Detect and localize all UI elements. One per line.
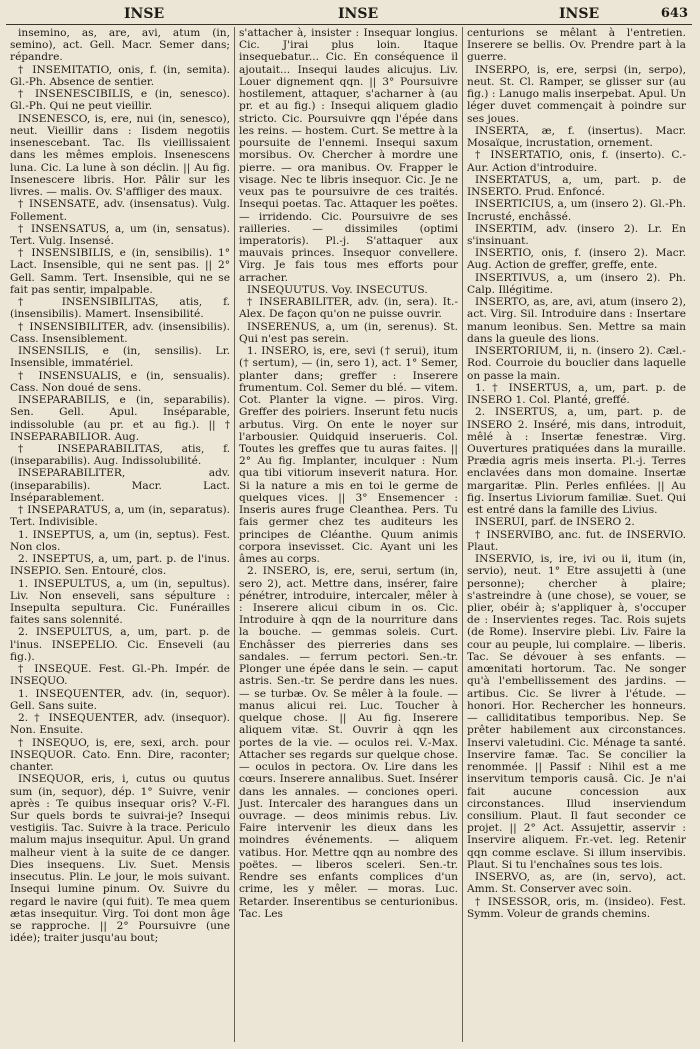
- running-header: [6, 4, 692, 24]
- dictionary-entry: † INSEQUO, is, ere, sexi, arch. pour INSEQUOR. Cato. Enn. Dire, raconter; chanter.: [10, 736, 230, 774]
- dictionary-entry: centurions se mêlant à l'entretien. Inserere se bellis. Ov. Prendre part à la guerre.: [467, 27, 686, 64]
- header-left-guideword: INSE: [124, 6, 165, 22]
- header-center-guideword: INSE: [338, 6, 379, 22]
- dictionary-entry: † INSERVIBO, anc. fut. de INSERVIO. Plaut.: [467, 528, 686, 553]
- dictionary-entry: insemino, as, are, avi, atum (in, semino), act. Gell. Macr. Semer dans; répandre.: [10, 27, 230, 64]
- dictionary-entry: INSERTA, æ, f. (insertus). Macr. Mosaïque, incrustation, ornement.: [467, 124, 686, 150]
- dictionary-entry: † INSERTATIO, onis, f. (inserto). C.-Aur. Action d'introduire.: [467, 149, 686, 174]
- dictionary-entry: INSEQUUTUS. Voy. INSECUTUS.: [247, 283, 428, 296]
- dictionary-entry: 2. INSEPTUS, a, um, part. p. de l'inus. INSEPIO. Sen. Entouré, clos.: [10, 553, 230, 578]
- header-rule: [6, 24, 692, 25]
- dictionary-entry: 1. INSEPULTUS, a, um (in, sepultus). Liv. Non enseveli, sans sépulture : Insepulta sepultura. Cic. Funérailles faites sans solennité.: [10, 577, 230, 627]
- dictionary-entry: † INSENSUALIS, e (in, sensualis). Cass. Non doué de sens.: [10, 369, 230, 394]
- columns: [6, 27, 692, 1042]
- dictionary-entry: INSERTICIUS, a, um (insero 2). Gl.-Ph. Incrusté, enchâssé.: [467, 198, 686, 223]
- dictionary-entry: INSERTIVUS, a, um (insero 2). Ph. Calp. Illégitime.: [467, 271, 686, 296]
- dictionary-entry: INSERTIM, adv. (insero 2). Lr. En s'insinuant.: [467, 222, 686, 247]
- dictionary-entry: INSEPARABILIS, e (in, separabilis). Sen. Gell. Apul. Inséparable, indissoluble (au pr. et au fig.). || † INSEPARABILIOR. Aug.: [10, 394, 230, 443]
- dictionary-entry: INSERVIO, is, ire, ivi ou ii, itum (in, servio), neut. 1° Etre assujetti à (une personne); chercher à plaire; s'astreindre à (une chose), se vouer, se plier, obéir à; s'appliquer à, s'occuper de : Inservientes reges. Tac. Rois sujets (de Rome). Inservire plebi. Liv. Faire la cour au peuple, lui complaire. — liberis. Tac. Se dévouer à ses enfants. — amœnitati hortorum. Tac. Ne songer qu'à l'embellissement des jardins. — artibus. Cic. Se livrer à l'étude. — honori. Hor. Rechercher les honneurs. — calliditatibus temporibus. Nep. Se prêter habilement aux circonstances. Inservi valetudini. Cic. Ménage ta santé. Inservire famæ. Tac. Se concilier la renommée. || Passif : Nihil est a me inservitum temporis causâ. Cic. Je n'ai fait aucune concession aux circonstances. Illud inserviendum consilium. Plaut. Il faut seconder ce projet. || 2° Act. Assujettir, asservir : Inservire aliquem. Fr.-vet. leg. Retenir qqn comme esclave. Si illum inservibis. Plaut. Si tu l'enchaînes sous tes lois.: [467, 553, 686, 871]
- header-right-guideword: INSE: [559, 6, 600, 22]
- dictionary-entry: INSERUI, parf. de INSERO 2.: [475, 516, 635, 529]
- dictionary-entry: 2. † INSEQUENTER, adv. (insequor). Non. Ensuite.: [10, 712, 230, 737]
- dictionary-entry: INSENESCO, is, ere, nui (in, senesco), neut. Vieillir dans : Iisdem negotiis insenescebant. Tac. Ils vieillissaient dans les mêmes emplois. Insenescens luna. Cic. La lune à son déclin. || Au fig. Insenescere libris. Hor. Pâlir sur les livres. — malis. Ov. S'affliger des maux.: [10, 112, 230, 199]
- dictionary-entry: † INSENSATUS, a, um (in, sensatus). Tert. Vulg. Insensé.: [10, 222, 230, 247]
- dictionary-entry: INSERTORIUM, ii, n. (insero 2). Cæl.-Rod. Courroie du bouclier dans laquelle on passe la main.: [467, 345, 686, 382]
- dictionary-entry: INSEQUOR, eris, i, cutus ou quutus sum (in, sequor), dép. 1° Suivre, venir après : Te quibus insequar oris? V.-Fl. Sur quels bords te suivrai-je? Insequi vestigiis. Tac. Suivre à la trace. Periculo malum majus insequitur. Apul. Un grand malheur vient à la suite de ce danger. Dies insequens. Liv. Suet. Mensis insecutus. Plin. Le jour, le mois suivant. Insequi lumine pinum. Ov. Suivre du regard le navire (qui fuit). Te mea quem ætas insequitur. Virg. Toi dont mon âge se rapproche. || 2° Poursuivre (une idée); traiter jusqu'au bout;: [10, 773, 230, 945]
- dictionary-entry: INSERTATUS, a, um, part. p. de INSERTO. Prud. Enfoncé.: [467, 173, 686, 199]
- dictionary-entry: INSERTO, as, are, avi, atum (insero 2), act. Virg. Sil. Introduire dans : Insertare manum leonibus. Sen. Mettre sa main dans la gueule des lions.: [467, 296, 686, 345]
- dictionary-entry: † INSEPARATUS, a, um (in, separatus). Tert. Indivisible.: [10, 504, 230, 529]
- dictionary-entry: INSENSILIS, e (in, sensilis). Lr. Insensible, immatériel.: [10, 345, 230, 370]
- dictionary-entry: INSERPO, is, ere, serpsi (in, serpo), neut. St. Cl. Ramper, se glisser sur (au fig.) : Lanugo malis inserpebat. Apul. Un léger duvet commençait à poindre sur ses joues.: [467, 63, 686, 125]
- dictionary-entry: 1. INSEPTUS, a, um (in, septus). Fest. Non clos.: [10, 528, 230, 553]
- dictionary-entry: † INSENSIBILITER, adv. (insensibilis). Cass. Insensiblement.: [10, 320, 230, 345]
- dictionary-entry: INSERENUS, a, um (in, serenus). St. Qui n'est pas serein.: [239, 320, 458, 345]
- dictionary-entry: † INSESSOR, oris, m. (insideo). Fest. Symm. Voleur de grands chemins.: [467, 895, 686, 920]
- dictionary-entry: 1. INSERO, is, ere, sevi († serui), itum († sertum), — (in, sero 1), act. 1° Semer, planter dans; greffer : Inserere frumentum. Col. Semer du blé. — vitem. Cot. Planter la vigne. — piros. Virg. Greffer des poiriers. Inserunt fetu nucis arbutus. Virg. On ente le noyer sur l'arbousier. Quidquid inserueris. Col. Toutes les greffes que tu auras faites. || 2° Au fig. Implanter, inculquer : Num qua tibi vitiorum inseverit natura. Hor. Si la nature a mis en toi le germe de quelques vices. || 3° Ensemencer : Inseris aures fruge Cleanthea. Pers. Tu fais germer chez tes auditeurs les principes de Cléanthe. Quum animis corpora insevisset. Cic. Ayant uni les âmes au corps.: [239, 345, 458, 566]
- dictionary-entry: † INSENSATE, adv. (insensatus). Vulg. Follement.: [10, 198, 230, 223]
- column-middle: [234, 27, 462, 1042]
- page-number: 643: [660, 6, 688, 21]
- dictionary-entry: s'attacher à, insister : Insequar longius. Cic. J'irai plus loin. Itaque insequebatur... Cic. En conséquence il ajoutait... Insequi laudes alicujus. Liv. Louer dignement qqn. || 3° Poursuivre hostilement, attaquer, s'acharner à (au pr. et au fig.) : Insequi aliquem gladio stricto. Cic. Poursuivre qqn l'épée dans les reins. — hostem. Curt. Se mettre à la poursuite de l'ennemi. Insequi saxum morsibus. Ov. Chercher à mordre une pierre. — ora manibus. Ov. Frapper le visage. Nec te libris insequor. Cic. Je ne veux pas te poursuivre de ces traités. Insequi poetas. Tac. Attaquer les poëtes. — irridendo. Cic. Poursuivre de ses railleries. — dissimiles (optimi imperatoris). Pl.-j. S'attaquer aux mauvais princes. Insequor convellere. Virg. Je fais tous mes efforts pour arracher.: [239, 27, 458, 284]
- dictionary-entry: 1. † INSERTUS, a, um, part. p. de INSERO 1. Col. Planté, greffé.: [467, 381, 686, 407]
- dictionary-entry: † INSEQUE. Fest. Gl.-Ph. Impér. de INSEQUO.: [10, 663, 230, 688]
- dictionary-entry: † INSEPARABILITAS, atis, f. (inseparabilis). Aug. Indissolubilité.: [10, 442, 230, 468]
- dictionary-entry: INSERTIO, onis, f. (insero 2). Macr. Aug. Action de greffer, greffe, ente.: [467, 247, 686, 272]
- dictionary-entry: † INSENSIBILITAS, atis, f. (insensibilis). Mamert. Insensibilité.: [10, 296, 230, 321]
- column-left: [6, 27, 234, 1042]
- dictionary-entry: † INSENESCIBILIS, e (in, senesco). Gl.-Ph. Qui ne peut vieillir.: [10, 88, 230, 113]
- dictionary-entry: † INSERABILITER, adv. (in, sera). It.-Alex. De façon qu'on ne puisse ouvrir.: [239, 296, 458, 321]
- dictionary-entry: INSERVO, as, are (in, servo), act. Amm. St. Conserver avec soin.: [467, 871, 686, 896]
- dictionary-entry: 1. INSEQUENTER, adv. (in, sequor). Gell. Sans suite.: [10, 687, 230, 712]
- dictionary-entry: 2. INSERTUS, a, um, part. p. de INSERO 2. Inséré, mis dans, introduit, mêlé à : Insertæ fenestræ. Virg. Ouvertures pratiquées dans la muraille. Prædia agris meis inserta. Pl.-j. Terres enclavées dans mon domaine. Insertæ margaritæ. Plin. Perles enfilées. || Au fig. Insertus Liviorum familiæ. Suet. Qui est entré dans la famille des Livius.: [467, 406, 686, 517]
- dictionary-entry: INSEPARABILITER, adv. (inseparabilis). Macr. Lact. Inséparablement.: [10, 467, 230, 504]
- dictionary-entry: † INSEMITATIO, onis, f. (in, semita). Gl.-Ph. Absence de sentier.: [10, 63, 230, 88]
- dictionary-entry: 2. INSERO, is, ere, serui, sertum (in, sero 2), act. Mettre dans, insérer, faire pénétrer, introduire, intercaler, mêler à : Inserere alicui cibum in os. Cic. Introduire à qqn de la nourriture dans la bouche. — gemmas soleis. Curt. Enchâsser des pierreries dans ses sandales. — ferrum pectori. Sen.-tr. Plonger une épée dans le sein. — caput astris. Sen.-tr. Se perdre dans les nues. — se turbæ. Ov. Se mêler à la foule. — manus alicui rei. Luc. Toucher à quelque chose. || Au fig. Inserere aliquem vitæ. St. Ouvrir à qqn les portes de la vie. — oculos rei. V.-Max. Attacher ses regards sur quelque chose. — oculos in pectora. Ov. Lire dans les cœurs. Inserere annalibus. Suet. Insérer dans les annales. — conciones operi. Just. Intercaler des harangues dans un ouvrage. — deos minimis rebus. Liv. Faire intervenir les dieux dans les moindres événements. — aliquem vatibus. Hor. Mettre qqn au nombre des poëtes. — liberos sceleri. Sen.-tr. Rendre ses enfants complices d'un crime, les y mêler. — moras. Luc. Retarder. Inserentibus se centurionibus. Tac. Les: [239, 565, 458, 920]
- column-right: [462, 27, 690, 1042]
- dictionary-entry: 2. INSEPULTUS, a, um, part. p. de l'inus. INSEPELIO. Cic. Enseveli (au fig.).: [10, 626, 230, 663]
- dictionary-entry: † INSENSIBILIS, e (in, sensibilis). 1° Lact. Insensible, qui ne sent pas. || 2° Gell. Samm. Tert. Insensible, qui ne se fait pas sentir, impalpable.: [10, 247, 230, 296]
